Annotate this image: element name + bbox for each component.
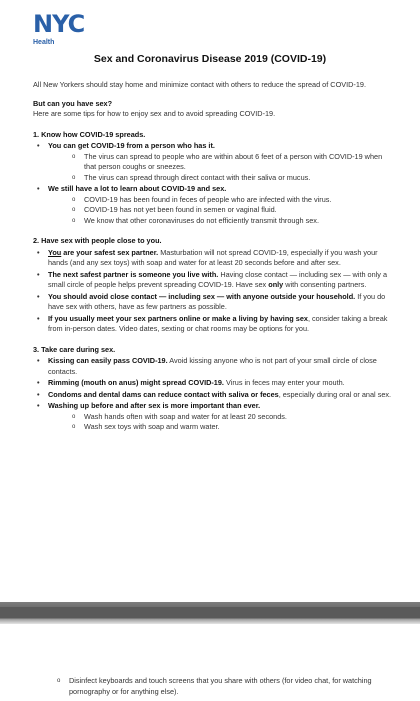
page-title: Sex and Coronavirus Disease 2019 (COVID-19) xyxy=(93,53,327,65)
bullet-text: We still have a lot to learn about COVID-19 and sex. xyxy=(48,184,227,193)
question-subtext: Here are some tips for how to enjoy sex and to avoid spreading COVID-19. xyxy=(33,109,276,118)
sub-list-item: o COVID-19 has not yet been found in semen or vaginal fluid. xyxy=(48,205,393,216)
bullet-bold: You should avoid close contact — including sex — with anyone outside your household. xyxy=(48,291,356,301)
bullet-text: Virus in feces may enter your mouth. xyxy=(223,378,345,387)
bullet-text: Avoid kissing anyone who is not part of your small circle of close contacts. xyxy=(48,356,377,376)
list-item xyxy=(33,390,393,401)
list-item xyxy=(33,356,393,377)
list-item xyxy=(33,184,393,226)
document-page-2 xyxy=(0,624,420,701)
bullet-bold: If you usually meet your sex partners online or make a living by having sex xyxy=(48,313,308,323)
sub-list-item: o Disinfect keyboards and touch screens that you share with others (for video chat, for watching pornography or for anything else). xyxy=(33,676,393,697)
emphasis-underlined: You xyxy=(48,247,62,257)
bullet-bold: Rimming (mouth on anus) might spread COVID-19. xyxy=(48,378,224,387)
bullet-text: , consider taking a break from in-person dates. Video dates, sexting or chat rooms may be options for you. xyxy=(48,313,388,333)
sub-list xyxy=(48,412,393,433)
logo-text: NYC xyxy=(33,10,85,38)
emphasis-bold: only xyxy=(268,280,284,289)
bullet-text: with consenting partners. xyxy=(283,280,367,289)
document-body xyxy=(33,80,393,433)
sub-list-item: o Wash sex toys with soap and warm water. xyxy=(48,422,393,433)
sub-list-item: o Wash hands often with soap and water for at least 20 seconds. xyxy=(48,412,393,423)
bullet-text: If you do have sex with others, have as few partners as possible. xyxy=(48,291,386,311)
list-item xyxy=(33,378,393,389)
section-1-list xyxy=(33,141,393,226)
bullet-bold: are your safest sex partner. xyxy=(61,247,159,257)
section-2-heading: 2. Have sex with people close to you. xyxy=(33,236,162,245)
section-3-list xyxy=(33,356,393,433)
section-3-heading: 3. Take care during sex. xyxy=(33,344,116,354)
bullet-bold: Condoms and dental dams can reduce contact with saliva or feces xyxy=(48,389,279,399)
section-1-heading: 1. Know how COVID-19 spreads. xyxy=(33,129,146,139)
question-heading: But can you have sex? xyxy=(33,98,113,108)
sub-list-item: o The virus can spread to people who are within about 6 feet of a person with COVID-19 when that person coughs or sneezes. xyxy=(48,152,393,173)
bullet-text: You can get COVID-19 from a person who has it. xyxy=(48,141,215,150)
bullet-text: Having close contact — including sex — with only a small circle of people helps prevent spreading COVID-19. Have sex xyxy=(48,269,388,289)
page-separator xyxy=(0,602,420,624)
bullet-bold: The next safest partner is someone you live with. xyxy=(48,269,219,279)
bullet-text: Masturbation will not spread COVID-19, especially if you wash your hands (and any sex toys) with soap and water for at least 20 seconds before and after sex. xyxy=(48,247,378,267)
list-item xyxy=(33,292,393,313)
sub-list xyxy=(48,195,393,227)
list-item xyxy=(33,141,393,183)
list-item xyxy=(33,401,393,433)
list-item xyxy=(33,248,393,269)
page-2-list xyxy=(33,676,393,697)
list-item xyxy=(33,270,393,291)
logo-subtitle: Health xyxy=(33,39,55,46)
sub-list-item: o The virus can spread through direct contact with their saliva or mucus. xyxy=(48,173,393,184)
sub-list-item: o COVID-19 has been found in feces of people who are infected with the virus. xyxy=(48,195,393,206)
list-item xyxy=(33,314,393,335)
section-2-list xyxy=(33,248,393,335)
sub-list-item: o We know that other coronaviruses do not efficiently transmit through sex. xyxy=(48,216,393,227)
bullet-bold: Washing up before and after sex is more important than ever. xyxy=(48,401,261,410)
nyc-logo xyxy=(33,10,85,41)
bullet-text: , especially during oral or anal sex. xyxy=(278,389,392,399)
sub-list xyxy=(48,152,393,184)
intro-paragraph: All New Yorkers should stay home and minimize contact with others to reduce the spread of COVID-19. xyxy=(33,80,366,89)
bullet-bold: Kissing can easily pass COVID-19. xyxy=(48,356,168,365)
